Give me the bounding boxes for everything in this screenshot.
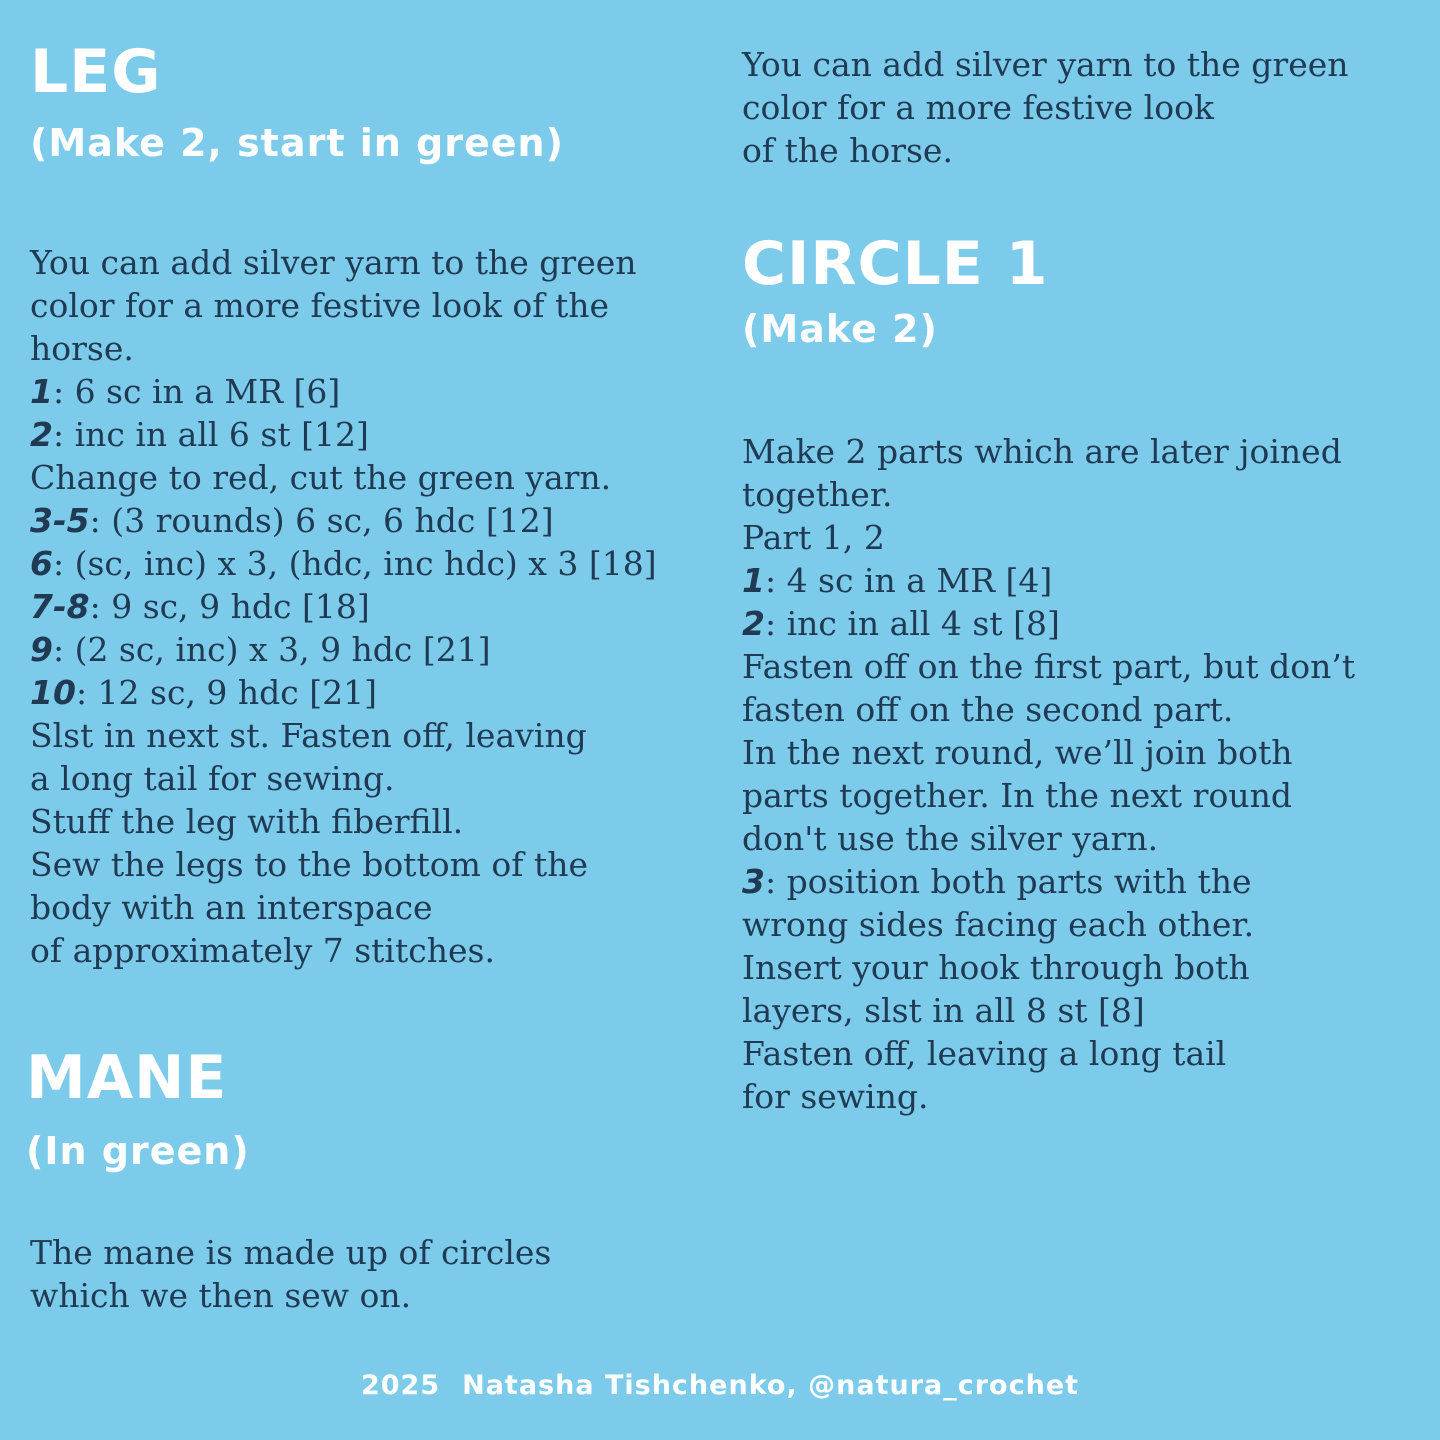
round-text: : position both parts with the — [764, 862, 1252, 901]
circle1-mid-line: Fasten off on the first part, but don’t — [742, 647, 1356, 686]
leg-outro-line: of approximately 7 stitches. — [30, 931, 495, 970]
round-text: : (2 sc, inc) x 3, 9 hdc [21] — [52, 630, 491, 669]
circle1-post-line: for sewing. — [742, 1077, 929, 1116]
circle1-mid-line: parts together. In the next round — [742, 776, 1292, 815]
footer-author: Natasha Tishchenko, @natura_crochet — [462, 1370, 1080, 1401]
mane-subtitle: (In green) — [26, 1129, 250, 1173]
round-number: 10 — [30, 673, 76, 712]
circle1-instructions — [742, 430, 1355, 1118]
leg-round — [30, 542, 657, 585]
round-text: : 9 sc, 9 hdc [18] — [89, 587, 370, 626]
right-intro-line: of the horse. — [742, 131, 953, 170]
round-number: 7-8 — [30, 587, 90, 626]
leg-round — [30, 499, 657, 542]
round-text: : 12 sc, 9 hdc [21] — [75, 673, 377, 712]
circle1-round — [742, 602, 1355, 645]
circle1-post-line: Insert your hook through both — [742, 948, 1250, 987]
right-intro-line: You can add silver yarn to the green — [742, 45, 1349, 84]
leg-instructions — [30, 241, 657, 972]
leg-outro-line: Slst in next st. Fasten off, leaving — [30, 716, 587, 755]
round-number: 1 — [742, 561, 765, 600]
leg-round — [30, 671, 657, 714]
leg-outro-line: body with an interspace — [30, 888, 433, 927]
round-number: 2 — [742, 604, 765, 643]
mane-text — [30, 1231, 551, 1317]
leg-outro-line: Stuff the leg with fiberfill. — [30, 802, 464, 841]
right-intro-line: color for a more festive look — [742, 88, 1214, 127]
round-text: : 6 sc in a MR [6] — [52, 372, 341, 411]
round-text: : (3 rounds) 6 sc, 6 hdc [12] — [89, 501, 554, 540]
leg-round — [30, 456, 657, 499]
round-number: 1 — [30, 372, 53, 411]
circle1-mid-line: In the next round, we’ll join both — [742, 733, 1293, 772]
mane-text-line: which we then sew on. — [30, 1276, 412, 1315]
circle1-post-line: wrong sides facing each other. — [742, 905, 1255, 944]
leg-outro-line: Sew the legs to the bottom of the — [30, 845, 588, 884]
leg-round — [30, 628, 657, 671]
circle1-pre-line: Make 2 parts which are later joined — [742, 432, 1342, 471]
circle1-title: CIRCLE 1 — [742, 229, 1049, 299]
round-text: : (sc, inc) x 3, (hdc, inc hdc) x 3 [18] — [52, 544, 657, 583]
round-number: 3-5 — [30, 501, 90, 540]
round-number: 3 — [742, 862, 765, 901]
leg-round — [30, 370, 657, 413]
circle1-round — [742, 559, 1355, 602]
mane-title: MANE — [26, 1043, 228, 1113]
circle1-pre-line: Part 1, 2 — [742, 518, 885, 557]
round-number: 6 — [30, 544, 53, 583]
circle1-post-line: Fasten off, leaving a long tail — [742, 1034, 1227, 1073]
circle1-subtitle: (Make 2) — [742, 307, 938, 351]
round-text: Change to red, cut the green yarn. — [30, 458, 612, 497]
circle1-round — [742, 860, 1355, 903]
footer-year: 2025 — [360, 1370, 441, 1401]
leg-subtitle: (Make 2, start in green) — [30, 121, 564, 165]
leg-round — [30, 585, 657, 628]
circle1-post-line: layers, slst in all 8 st [8] — [742, 991, 1145, 1030]
round-text: : 4 sc in a MR [4] — [764, 561, 1053, 600]
leg-outro-line: a long tail for sewing. — [30, 759, 395, 798]
leg-intro-line: horse. — [30, 329, 134, 368]
circle1-pre-line: together. — [742, 475, 893, 514]
leg-intro-line: color for a more festive look of the — [30, 286, 610, 325]
footer-credit — [0, 1370, 1440, 1401]
round-number: 2 — [30, 415, 53, 454]
circle1-mid-line: don't use the silver yarn. — [742, 819, 1159, 858]
mane-text-line: The mane is made up of circles — [30, 1233, 552, 1272]
leg-round — [30, 413, 657, 456]
leg-title: LEG — [30, 37, 162, 107]
right-intro — [742, 43, 1349, 172]
round-number: 9 — [30, 630, 53, 669]
round-text: : inc in all 4 st [8] — [764, 604, 1060, 643]
leg-intro-line: You can add silver yarn to the green — [30, 243, 637, 282]
circle1-mid-line: fasten off on the second part. — [742, 690, 1234, 729]
round-text: : inc in all 6 st [12] — [52, 415, 369, 454]
